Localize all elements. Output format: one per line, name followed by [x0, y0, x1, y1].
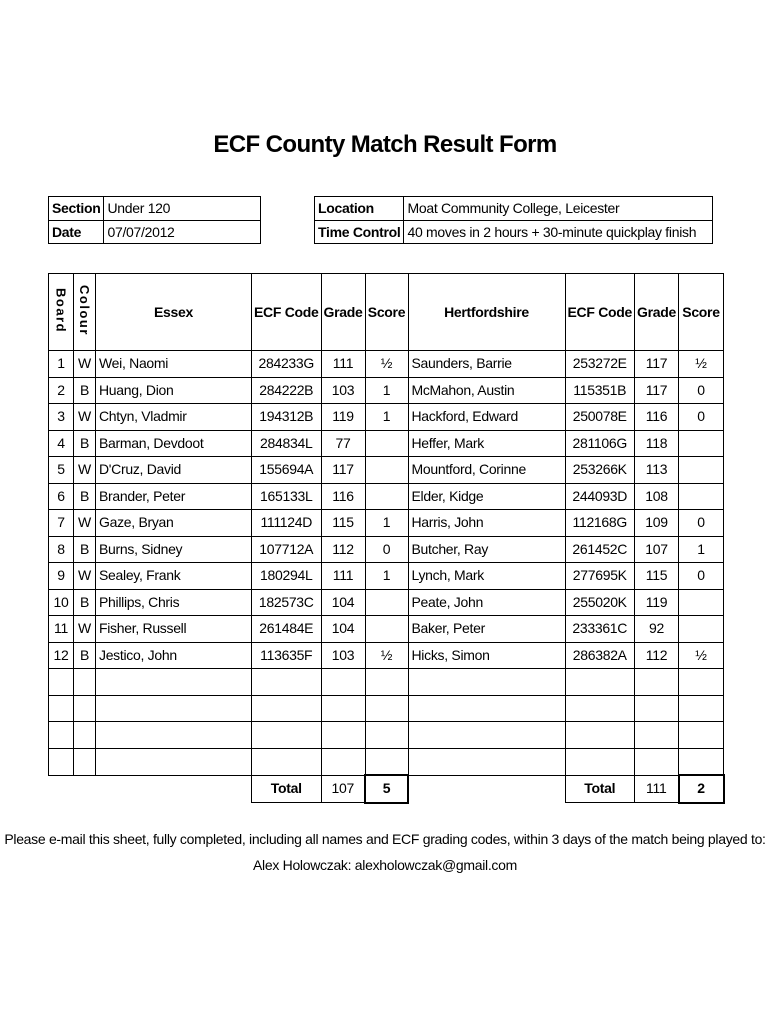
- player-b-name: Mountford, Corinne: [408, 457, 565, 484]
- player-a-score: [365, 669, 408, 696]
- board-cell: 9: [49, 563, 74, 590]
- table-row: [49, 563, 724, 590]
- player-a-grade: 103: [321, 642, 365, 669]
- table-row: [49, 457, 724, 484]
- results-table: [48, 273, 725, 804]
- colour-cell: B: [74, 483, 96, 510]
- total-label-a: Total: [252, 775, 322, 803]
- player-a-grade: 103: [321, 377, 365, 404]
- code-a-header: ECF Code: [252, 274, 322, 351]
- colour-header: Colour: [74, 274, 96, 351]
- player-b-name: Butcher, Ray: [408, 536, 565, 563]
- player-b-ecf-code: 261452C: [565, 536, 635, 563]
- player-b-name: Baker, Peter: [408, 616, 565, 643]
- player-a-score: ½: [365, 642, 408, 669]
- player-a-score: 1: [365, 563, 408, 590]
- player-b-name: Harris, John: [408, 510, 565, 537]
- player-a-grade: 104: [321, 616, 365, 643]
- player-a-ecf-code: [252, 695, 322, 722]
- player-b-score: [679, 748, 724, 775]
- player-b-ecf-code: 281106G: [565, 430, 635, 457]
- board-cell: 12: [49, 642, 74, 669]
- player-b-ecf-code: [565, 695, 635, 722]
- player-b-ecf-code: [565, 748, 635, 775]
- player-b-score: 0: [679, 510, 724, 537]
- player-b-score: [679, 616, 724, 643]
- player-b-ecf-code: 286382A: [565, 642, 635, 669]
- player-a-grade: [321, 722, 365, 749]
- player-b-score: [679, 589, 724, 616]
- player-a-grade: 111: [321, 351, 365, 378]
- player-b-grade: [635, 669, 679, 696]
- table-row: [49, 669, 724, 696]
- time-control-value: 40 moves in 2 hours + 30-minute quickplay finish: [404, 221, 713, 244]
- colour-cell: B: [74, 536, 96, 563]
- player-b-name: Elder, Kidge: [408, 483, 565, 510]
- player-b-grade: 109: [635, 510, 679, 537]
- player-a-score: [365, 695, 408, 722]
- team-a-header: Essex: [96, 274, 252, 351]
- player-b-score: 1: [679, 536, 724, 563]
- table-row: [49, 483, 724, 510]
- table-row: [49, 748, 724, 775]
- totals-spacer-b: [408, 775, 565, 803]
- player-b-ecf-code: 115351B: [565, 377, 635, 404]
- table-row: [49, 510, 724, 537]
- table-row: [49, 377, 724, 404]
- table-row: [49, 536, 724, 563]
- player-a-ecf-code: 182573C: [252, 589, 322, 616]
- board-cell: 11: [49, 616, 74, 643]
- total-grade-a: 107: [321, 775, 365, 803]
- player-a-name: Barman, Devdoot: [96, 430, 252, 457]
- player-a-grade: 115: [321, 510, 365, 537]
- board-header: Board: [49, 274, 74, 351]
- player-b-grade: 107: [635, 536, 679, 563]
- time-control-label: Time Control: [315, 221, 404, 244]
- player-a-name: Fisher, Russell: [96, 616, 252, 643]
- table-row: [49, 351, 724, 378]
- results-rows: [49, 351, 724, 776]
- player-b-grade: 112: [635, 642, 679, 669]
- team-b-header: Hertfordshire: [408, 274, 565, 351]
- player-a-ecf-code: 111124D: [252, 510, 322, 537]
- player-a-name: [96, 695, 252, 722]
- player-b-ecf-code: 112168G: [565, 510, 635, 537]
- player-a-ecf-code: 284222B: [252, 377, 322, 404]
- board-cell: 1: [49, 351, 74, 378]
- player-b-score: [679, 430, 724, 457]
- colour-cell: B: [74, 377, 96, 404]
- player-b-score: 0: [679, 563, 724, 590]
- section-label: Section: [49, 197, 104, 221]
- colour-cell: W: [74, 404, 96, 431]
- table-row: [49, 642, 724, 669]
- board-cell: 7: [49, 510, 74, 537]
- player-b-name: McMahon, Austin: [408, 377, 565, 404]
- player-a-score: 1: [365, 377, 408, 404]
- player-a-name: [96, 722, 252, 749]
- total-grade-b: 111: [635, 775, 679, 803]
- player-a-grade: 117: [321, 457, 365, 484]
- player-a-ecf-code: 261484E: [252, 616, 322, 643]
- player-a-ecf-code: 165133L: [252, 483, 322, 510]
- player-a-name: Brander, Peter: [96, 483, 252, 510]
- player-b-grade: 116: [635, 404, 679, 431]
- player-a-name: D'Cruz, David: [96, 457, 252, 484]
- player-a-name: [96, 669, 252, 696]
- grade-b-header: Grade: [635, 274, 679, 351]
- totals-row: [49, 775, 724, 803]
- table-row: [49, 430, 724, 457]
- player-b-score: [679, 483, 724, 510]
- player-b-grade: [635, 748, 679, 775]
- player-b-name: Peate, John: [408, 589, 565, 616]
- player-a-grade: [321, 695, 365, 722]
- location-label: Location: [315, 197, 404, 221]
- player-a-grade: 77: [321, 430, 365, 457]
- player-a-ecf-code: [252, 748, 322, 775]
- location-value: Moat Community College, Leicester: [404, 197, 713, 221]
- colour-cell: B: [74, 642, 96, 669]
- player-b-grade: [635, 722, 679, 749]
- colour-cell: W: [74, 457, 96, 484]
- player-b-ecf-code: 255020K: [565, 589, 635, 616]
- table-row: [49, 404, 724, 431]
- player-a-score: [365, 483, 408, 510]
- board-cell: 6: [49, 483, 74, 510]
- player-a-ecf-code: 113635F: [252, 642, 322, 669]
- player-b-score: [679, 669, 724, 696]
- player-a-score: [365, 722, 408, 749]
- player-a-ecf-code: 284233G: [252, 351, 322, 378]
- colour-cell: [74, 748, 96, 775]
- score-a-header: Score: [365, 274, 408, 351]
- grade-a-header: Grade: [321, 274, 365, 351]
- colour-cell: B: [74, 589, 96, 616]
- colour-cell: W: [74, 616, 96, 643]
- player-b-ecf-code: 277695K: [565, 563, 635, 590]
- player-a-score: 1: [365, 404, 408, 431]
- colour-cell: W: [74, 510, 96, 537]
- player-b-grade: 92: [635, 616, 679, 643]
- player-a-ecf-code: 284834L: [252, 430, 322, 457]
- player-b-ecf-code: [565, 722, 635, 749]
- player-a-grade: 119: [321, 404, 365, 431]
- player-a-name: Chtyn, Vladmir: [96, 404, 252, 431]
- board-cell: [49, 722, 74, 749]
- colour-cell: [74, 695, 96, 722]
- code-b-header: ECF Code: [565, 274, 635, 351]
- player-b-ecf-code: 233361C: [565, 616, 635, 643]
- board-cell: [49, 669, 74, 696]
- colour-cell: [74, 669, 96, 696]
- player-a-grade: 112: [321, 536, 365, 563]
- date-value: 07/07/2012: [104, 221, 261, 244]
- player-b-name: Hackford, Edward: [408, 404, 565, 431]
- player-b-score: [679, 457, 724, 484]
- player-a-name: Huang, Dion: [96, 377, 252, 404]
- player-b-grade: 117: [635, 377, 679, 404]
- player-b-score: ½: [679, 351, 724, 378]
- player-a-score: [365, 430, 408, 457]
- player-b-score: [679, 695, 724, 722]
- player-a-score: [365, 589, 408, 616]
- footer-contact: Alex Holowczak: alexholowczak@gmail.com: [253, 857, 517, 873]
- player-a-grade: [321, 748, 365, 775]
- player-b-name: Hicks, Simon: [408, 642, 565, 669]
- player-a-ecf-code: [252, 669, 322, 696]
- player-a-score: 0: [365, 536, 408, 563]
- form-title: ECF County Match Result Form: [213, 131, 557, 158]
- player-a-name: Jestico, John: [96, 642, 252, 669]
- player-b-ecf-code: 244093D: [565, 483, 635, 510]
- table-row: [49, 695, 724, 722]
- table-row: [49, 589, 724, 616]
- player-b-ecf-code: 253266K: [565, 457, 635, 484]
- player-a-grade: [321, 669, 365, 696]
- player-b-name: Heffer, Mark: [408, 430, 565, 457]
- table-row: [49, 616, 724, 643]
- player-a-grade: 116: [321, 483, 365, 510]
- player-b-score: 0: [679, 377, 724, 404]
- table-row: [49, 722, 724, 749]
- player-b-grade: 117: [635, 351, 679, 378]
- player-b-name: [408, 669, 565, 696]
- totals-spacer-a: [49, 775, 252, 803]
- player-b-grade: 108: [635, 483, 679, 510]
- player-a-score: 1: [365, 510, 408, 537]
- total-score-b: 2: [679, 775, 724, 803]
- player-a-name: [96, 748, 252, 775]
- player-b-grade: 118: [635, 430, 679, 457]
- player-b-ecf-code: [565, 669, 635, 696]
- colour-cell: [74, 722, 96, 749]
- player-a-ecf-code: 180294L: [252, 563, 322, 590]
- board-cell: 5: [49, 457, 74, 484]
- player-a-name: Burns, Sidney: [96, 536, 252, 563]
- player-a-ecf-code: 155694A: [252, 457, 322, 484]
- colour-cell: W: [74, 563, 96, 590]
- total-label-b: Total: [565, 775, 635, 803]
- player-a-score: [365, 616, 408, 643]
- player-b-grade: 119: [635, 589, 679, 616]
- board-cell: 4: [49, 430, 74, 457]
- date-label: Date: [49, 221, 104, 244]
- player-b-grade: 115: [635, 563, 679, 590]
- board-cell: [49, 695, 74, 722]
- player-a-ecf-code: 194312B: [252, 404, 322, 431]
- board-cell: 3: [49, 404, 74, 431]
- player-b-grade: [635, 695, 679, 722]
- player-b-name: [408, 748, 565, 775]
- total-score-a: 5: [365, 775, 408, 803]
- player-a-grade: 104: [321, 589, 365, 616]
- player-b-name: Lynch, Mark: [408, 563, 565, 590]
- player-b-name: Saunders, Barrie: [408, 351, 565, 378]
- board-cell: 10: [49, 589, 74, 616]
- colour-cell: B: [74, 430, 96, 457]
- player-a-name: Wei, Naomi: [96, 351, 252, 378]
- player-a-name: Sealey, Frank: [96, 563, 252, 590]
- section-value: Under 120: [104, 197, 261, 221]
- location-time-table: [314, 196, 713, 244]
- player-a-score: ½: [365, 351, 408, 378]
- player-b-score: ½: [679, 642, 724, 669]
- player-b-grade: 113: [635, 457, 679, 484]
- board-cell: 2: [49, 377, 74, 404]
- player-a-name: Phillips, Chris: [96, 589, 252, 616]
- player-b-ecf-code: 250078E: [565, 404, 635, 431]
- player-a-score: [365, 457, 408, 484]
- board-cell: [49, 748, 74, 775]
- header-row: [49, 274, 724, 351]
- player-a-ecf-code: 107712A: [252, 536, 322, 563]
- player-b-name: [408, 695, 565, 722]
- section-date-table: [48, 196, 261, 244]
- board-cell: 8: [49, 536, 74, 563]
- player-b-ecf-code: 253272E: [565, 351, 635, 378]
- player-a-score: [365, 748, 408, 775]
- colour-cell: W: [74, 351, 96, 378]
- footer-instructions: Please e-mail this sheet, fully completed, including all names and ECF grading codes, within 3 days of the match being played to:: [4, 831, 766, 847]
- player-b-name: [408, 722, 565, 749]
- player-b-score: [679, 722, 724, 749]
- player-b-score: 0: [679, 404, 724, 431]
- player-a-grade: 111: [321, 563, 365, 590]
- player-a-ecf-code: [252, 722, 322, 749]
- player-a-name: Gaze, Bryan: [96, 510, 252, 537]
- score-b-header: Score: [679, 274, 724, 351]
